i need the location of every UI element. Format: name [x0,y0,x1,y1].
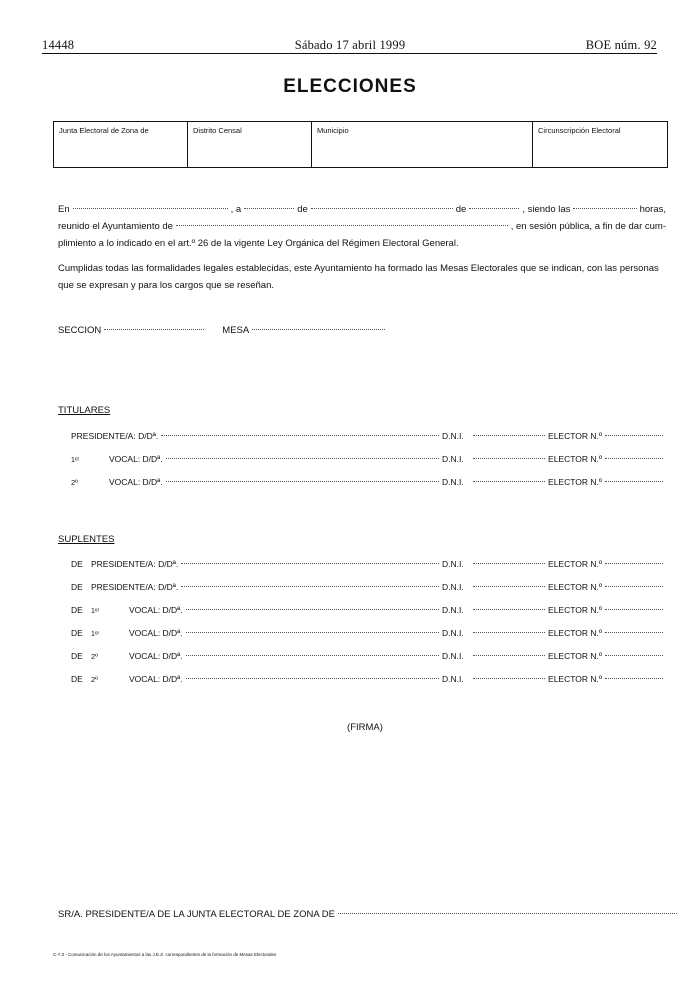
intro-line-3: plimiento a lo indicado en el art.º 26 de la vigente Ley Orgánica del Régimen Electoral General. [58,238,459,249]
fill-mesa [252,329,385,330]
de-label: DE [71,559,83,569]
fill-day [244,208,294,209]
dni-label: D.N.I. [442,431,464,441]
fill-dni [473,678,545,679]
fill-name [186,632,439,633]
fill-year [469,208,519,209]
de-label: DE [71,651,83,661]
dni-label: D.N.I. [442,651,464,661]
ordinal-label: 1ᵉʳ [71,457,80,464]
intro-line-2 [58,218,666,235]
intro-line-1 [58,201,666,218]
dni-label: D.N.I. [442,605,464,615]
word-sesion: , en sesión pública, a fin de dar cum- [510,221,666,232]
fill-name [186,678,439,679]
suplente-row-vocal-1b [71,628,666,642]
mesa-label: MESA [222,325,250,336]
ordinal-label: 1ᵉʳ [91,608,100,615]
word-a: , a [230,204,242,215]
role-label: VOCAL: D/Dª. [109,454,163,464]
role-label: VOCAL: D/Dª. [129,674,183,684]
box-junta: Junta Electoral de Zona de [54,122,188,167]
fill-dni [473,586,545,587]
dni-label: D.N.I. [442,454,464,464]
ordinal-label: 2º [91,675,98,684]
fill-elector [605,563,663,564]
role-label: PRESIDENTE/A: D/Dª. [91,559,179,569]
page-number: 14448 [42,38,75,52]
firma-label: (FIRMA) [347,722,383,733]
fill-dni [473,609,545,610]
fill-name [181,563,439,564]
fill-dni [473,435,545,436]
ordinal-label: 2º [71,478,78,487]
fill-elector [605,632,663,633]
fill-elector [605,586,663,587]
fill-elector [605,481,663,482]
addressee-label: SR/A. PRESIDENTE/A DE LA JUNTA ELECTORAL DE ZONA DE [58,909,335,920]
intro-paragraph [58,201,666,252]
word-de-2: de [455,204,467,215]
box-distrito: Distrito Censal [188,122,312,167]
elector-label: ELECTOR N.º [548,477,602,487]
role-label: VOCAL: D/Dª. [109,477,163,487]
word-reunido: reunido el Ayuntamiento de [58,221,173,232]
suplente-row-vocal-2b [71,674,666,688]
document-title: ELECCIONES [283,76,417,97]
role-label: PRESIDENTE/A: D/Dª. [71,431,159,441]
elector-label: ELECTOR N.º [548,605,602,615]
dni-label: D.N.I. [442,559,464,569]
elector-label: ELECTOR N.º [548,454,602,464]
de-label: DE [71,628,83,638]
role-label: VOCAL: D/Dª. [129,628,183,638]
de-label: DE [71,582,83,592]
seccion-label: SECCION [58,325,102,336]
dni-label: D.N.I. [442,628,464,638]
fill-ayuntamiento [176,225,508,226]
header-box [53,121,668,168]
fill-name [186,655,439,656]
role-label: VOCAL: D/Dª. [129,605,183,615]
header-rule [42,53,657,54]
form-footnote: C-7.3 - Comunicación de los Ayuntamientos a las J.E.Z. correspondientes de la formación de Mesas Electorales [53,952,277,957]
suplente-row-presidente-1 [71,559,666,573]
fill-name [166,458,439,459]
titular-row-vocal-1 [71,454,666,468]
fill-name [166,481,439,482]
ordinal-label: 1ᵉʳ [91,631,100,638]
elector-label: ELECTOR N.º [548,582,602,592]
journal-number: BOE núm. 92 [585,38,657,52]
dni-label: D.N.I. [442,582,464,592]
fill-junta-zona [338,913,677,914]
de-label: DE [71,605,83,615]
elector-label: ELECTOR N.º [548,674,602,684]
word-de-1: de [297,204,308,215]
ordinal-label: 2º [91,652,98,661]
fill-seccion [104,329,204,330]
issue-date: Sábado 17 abril 1999 [294,38,406,52]
fill-elector [605,435,663,436]
de-label: DE [71,674,83,684]
box-municipio: Municipio [312,122,533,167]
addressee-line [58,909,680,925]
fill-dni [473,458,545,459]
word-en: En [58,204,70,215]
word-horas: horas, [639,204,666,215]
fill-dni [473,655,545,656]
titulares-heading: TITULARES [58,405,111,416]
fill-elector [605,678,663,679]
dni-label: D.N.I. [442,674,464,684]
fill-dni [473,563,545,564]
suplente-row-vocal-1a [71,605,666,619]
fill-hour [573,208,636,209]
fill-name [181,586,439,587]
fill-name [161,435,439,436]
elector-label: ELECTOR N.º [548,628,602,638]
titular-row-presidente [71,431,666,445]
seccion-mesa-line [58,325,388,339]
fill-elector [605,458,663,459]
fill-dni [473,481,545,482]
titular-row-vocal-2 [71,477,666,491]
fill-elector [605,655,663,656]
fill-place [73,208,228,209]
box-circunscripcion: Circunscripción Electoral [538,126,621,135]
elector-label: ELECTOR N.º [548,651,602,661]
fill-name [186,609,439,610]
elector-label: ELECTOR N.º [548,559,602,569]
word-siendo: , siendo las [522,204,571,215]
fill-dni [473,632,545,633]
role-label: VOCAL: D/Dª. [129,651,183,661]
dni-label: D.N.I. [442,477,464,487]
suplentes-heading: SUPLENTES [58,534,115,545]
fill-elector [605,609,663,610]
suplente-row-vocal-2a [71,651,666,665]
elector-label: ELECTOR N.º [548,431,602,441]
fill-month [311,208,453,209]
suplente-row-presidente-2 [71,582,666,596]
formalities-paragraph: Cumplidas todas las formalidades legales establecidas, este Ayuntamiento ha formado las Mesas Electorales que se indican, con las personas que se expresan y para los cargos que se reseñan. [58,263,659,291]
role-label: PRESIDENTE/A: D/Dª. [91,582,179,592]
